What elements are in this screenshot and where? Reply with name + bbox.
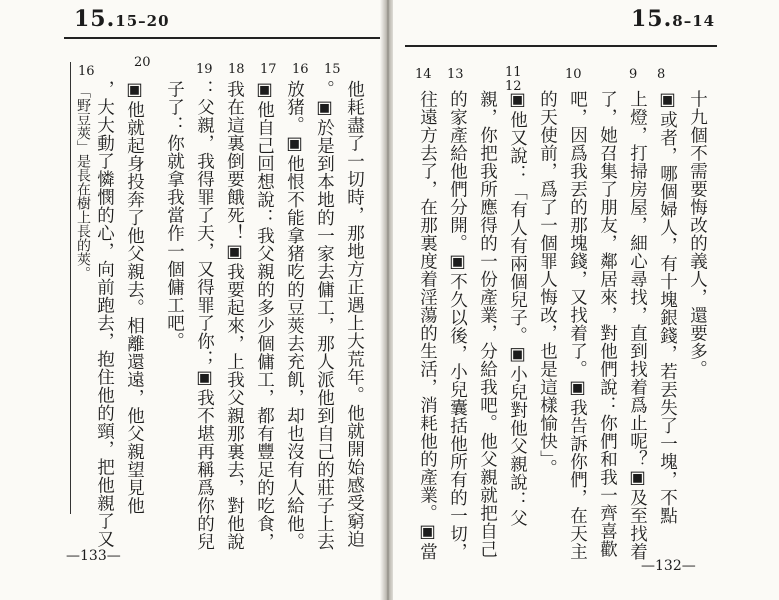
verse-number: 17 (260, 62, 277, 77)
text-column: 上燈，打掃房屋，細心尋找，直到找着爲止呢？▣及至找着 (627, 90, 648, 561)
chapter-verse-reference: 15.15–20 (74, 6, 170, 32)
verse-number: 20 (134, 55, 151, 70)
verse-number: 10 (565, 67, 582, 82)
text-column: 十九個不需要悔改的義人，還要多。 (687, 90, 708, 378)
verse-number: 16 (292, 62, 309, 77)
text-column: ，大大動了憐憫的心，向前跑去，抱住他的頸，把他親了又 (94, 80, 115, 548)
text-column: 。▣於是到本地的一家去傭工，那人派他到自己的莊子上去 (314, 80, 335, 551)
verse-number: 19 (196, 62, 213, 77)
text-column: 子了：你就拿我當作一個傭工吧。 (164, 80, 185, 350)
text-column: 親，你把我所應得的一份產業，分給我吧。他父親就把自己 (477, 90, 498, 558)
text-column: 了，她召集了朋友，鄰居來，對他們說：你們和我一齊喜歡 (597, 90, 618, 558)
footnote-text: 「野豆莢」是長在樹上長的莢。 (75, 84, 91, 280)
text-column: ▣他自己回想說：我父親的多少個傭工，都有豐足的吃食， (254, 80, 275, 551)
verse-number: 15 (324, 62, 341, 77)
verse-number: 13 (447, 67, 464, 82)
header-rule (405, 45, 717, 47)
text-column: ▣或者，哪個婦人，有十塊銀錢，若丟失了一塊，不點 (657, 90, 678, 525)
right-page (393, 0, 779, 600)
page-number: —133— (66, 548, 121, 564)
verse-number: 12 (505, 79, 522, 94)
text-column: ▣他就起身投奔了他父親去。相離還遠，他父親望見他 (124, 80, 145, 515)
text-column: 的天使前，爲了一個罪人悔改，也是這樣愉快」。 (537, 90, 558, 478)
text-column: ：父親，我得罪了天，又得罪了你；▣我不堪再稱爲你的兒 (194, 80, 215, 551)
verse-number: 9 (629, 67, 638, 82)
verse-number: 8 (657, 67, 666, 82)
chapter-verse-reference: 15.8–14 (631, 6, 716, 32)
text-column: 他耗盡了一切時，那地方正遇上大荒年。他就開始感受窮迫 (344, 80, 365, 548)
header-rule (64, 37, 380, 39)
text-column: 吧，因爲我丟的那塊錢，又找着了。▣我告訴你們，在天主 (567, 90, 588, 561)
page-number: —132— (641, 558, 696, 574)
text-column: 的家產給他們分開。▣不久以後，小兒囊括他所有的一切， (447, 90, 468, 561)
footnote-divider (70, 62, 71, 514)
footnote-number: 16 (78, 64, 95, 79)
text-column: 放猪。▣他恨不能拿猪吃的豆莢去充飢，却也沒有人給他。 (284, 80, 305, 551)
verse-number: 14 (415, 67, 432, 82)
verse-number: 18 (228, 62, 245, 77)
text-column: 往遠方去了，在那裏度着淫蕩的生活，消耗他的產業。▣當 (417, 90, 438, 561)
verse-number: 11 (505, 65, 522, 80)
text-column: ▣他又說：「有人有兩個兒子。▣小兒對他父親說：父 (507, 90, 528, 527)
left-page (0, 0, 383, 600)
text-column: 我在這裏倒要餓死！▣我要起來，上我父親那裏去，對他說 (224, 80, 245, 551)
